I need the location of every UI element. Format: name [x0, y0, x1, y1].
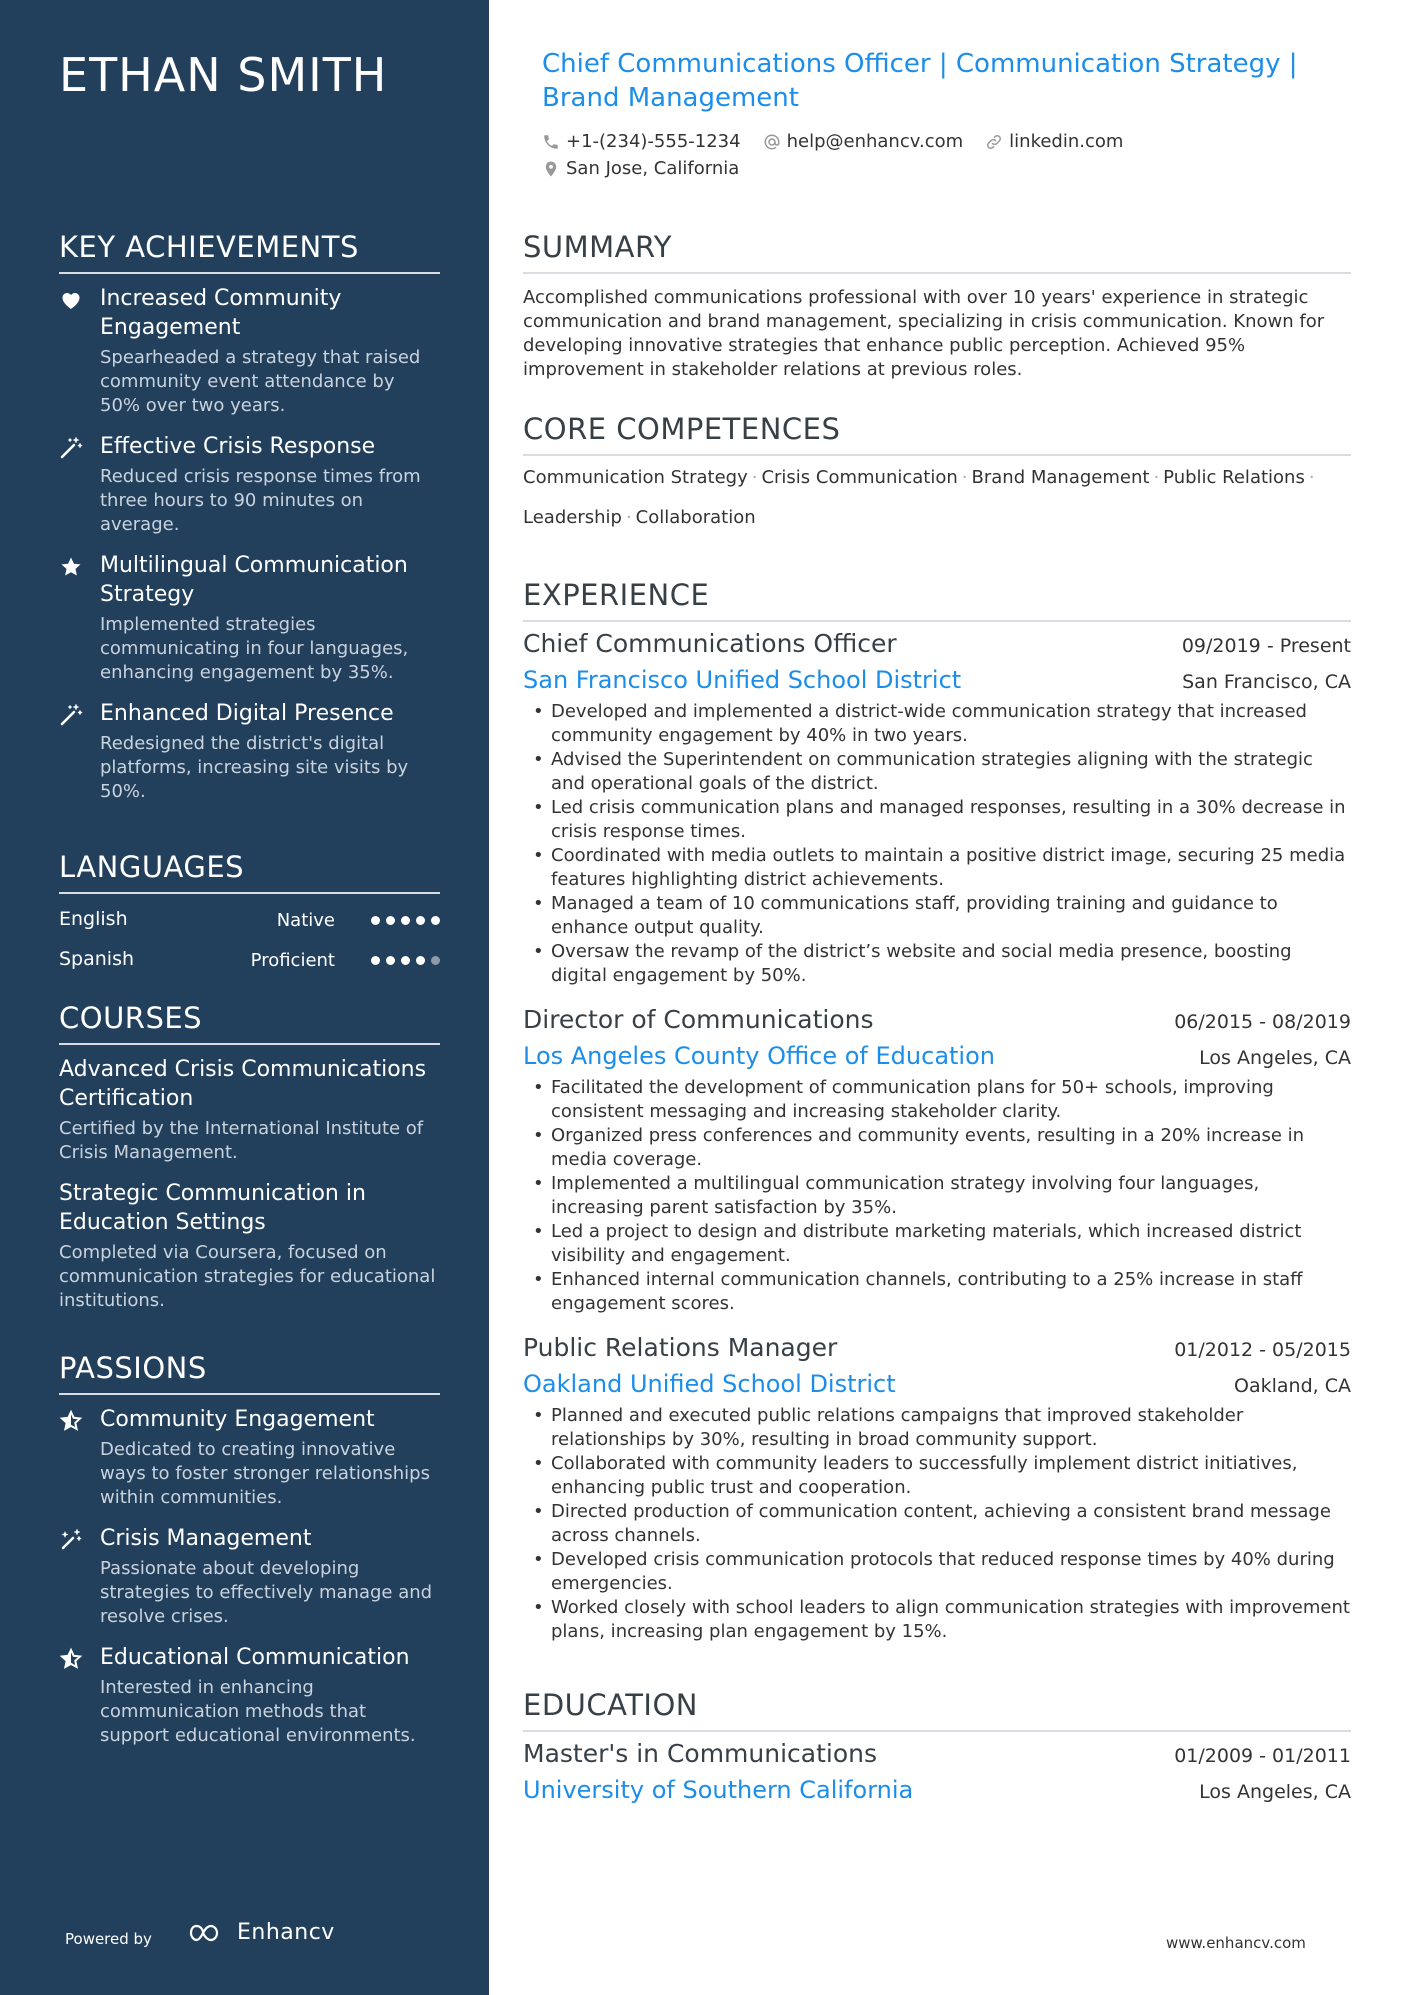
job-location: Oakland, CA: [1234, 1375, 1351, 1397]
separator: ·: [1308, 467, 1315, 488]
achievement-title: Effective Crisis Response: [100, 434, 376, 459]
job-entry: [523, 1330, 1351, 1644]
star-icon: [59, 555, 83, 579]
star-outline-icon: [59, 1409, 83, 1433]
phone-text: +1-(234)-555-1234: [566, 131, 741, 152]
passion-item: [59, 1405, 440, 1510]
bullet-item: • Led crisis communication plans and managed responses, resulting in a 30% decrease in crisis response times.: [523, 796, 1351, 844]
language-rating: [371, 956, 440, 965]
location-text: San Jose, California: [566, 158, 740, 179]
sidebar: [0, 0, 489, 1995]
rating-dot: [416, 916, 425, 925]
achievement-title: Multilingual Communication Strategy: [100, 553, 408, 607]
education-location: Los Angeles, CA: [1199, 1781, 1351, 1803]
language-row: [59, 904, 440, 944]
passion-desc: Passionate about developing strategies to effectively manage and resolve crises.: [100, 1558, 433, 1627]
linkedin-text: linkedin.com: [1009, 131, 1124, 152]
contact-email[interactable]: [763, 131, 964, 152]
bullet-item: • Directed production of communication content, achieving a consistent brand message across channels.: [523, 1500, 1351, 1548]
competence-item: Public Relations: [1163, 467, 1305, 488]
achievement-item: [59, 432, 440, 537]
experience-section: [523, 578, 1351, 1658]
achievement-item: [59, 699, 440, 804]
bullet-item: • Managed a team of 10 communications staff, providing training and guidance to enhance output quality.: [523, 892, 1351, 940]
bullet-item: • Organized press conferences and community events, resulting in a 20% increase in media coverage.: [523, 1124, 1351, 1172]
job-company: Los Angeles County Office of Education: [523, 1042, 995, 1070]
achievement-title: Enhanced Digital Presence: [100, 701, 394, 726]
job-bullets: [523, 1404, 1351, 1644]
languages-heading: LANGUAGES: [59, 850, 440, 894]
competences-heading: CORE COMPETENCES: [523, 412, 1351, 456]
course-desc: Certified by the International Institute of Crisis Management.: [59, 1118, 424, 1163]
job-company: Oakland Unified School District: [523, 1370, 896, 1398]
key-achievements-heading: KEY ACHIEVEMENTS: [59, 230, 440, 274]
job-bullets: [523, 700, 1351, 988]
course-desc: Completed via Coursera, focused on communication strategies for educational institutions.: [59, 1242, 436, 1311]
competence-item: Collaboration: [635, 507, 756, 528]
rating-dot: [371, 916, 380, 925]
separator: ·: [961, 467, 968, 488]
summary-heading: SUMMARY: [523, 230, 1351, 274]
summary-text: Accomplished communications professional with over 10 years' experience in strategic communication and brand management, specializing in crisis communication. Known for developing innovative strategies that enhance public perception. Achieved 95% improvement in stakeholder relations at previous roles.: [523, 287, 1325, 380]
key-achievements-section: [59, 230, 440, 818]
bullet-item: • Implemented a multilingual communication strategy involving four languages, increasing parent satisfaction by 35%.: [523, 1172, 1351, 1220]
contact-location: [542, 158, 739, 179]
job-entry: [523, 1002, 1351, 1316]
achievement-desc: Reduced crisis response times from three hours to 90 minutes on average.: [100, 466, 421, 535]
rating-dot: [431, 956, 440, 965]
languages-section: [59, 850, 440, 984]
language-level: Proficient: [250, 950, 335, 971]
job-location: San Francisco, CA: [1182, 671, 1351, 693]
bullet-item: • Collaborated with community leaders to successfully implement district initiatives, enhancing public trust and cooperation.: [523, 1452, 1351, 1500]
magic-wand-icon: [59, 703, 83, 727]
rating-dot: [401, 956, 410, 965]
competence-item: Communication Strategy: [523, 467, 748, 488]
at-icon: [763, 133, 781, 151]
contact-row-location: [542, 158, 1342, 179]
passions-section: [59, 1351, 440, 1762]
bullet-item: • Coordinated with media outlets to maintain a positive district image, securing 25 media features highlighting district achievements.: [523, 844, 1351, 892]
job-title: Director of Communications: [523, 1005, 874, 1034]
job-bullets: [523, 1076, 1351, 1316]
achievement-desc: Implemented strategies communicating in four languages, enhancing engagement by 35%.: [100, 614, 409, 683]
contact-linkedin[interactable]: [985, 131, 1123, 152]
experience-heading: EXPERIENCE: [523, 578, 1351, 622]
job-dates: 09/2019 - Present: [1181, 635, 1351, 657]
rating-dot: [386, 956, 395, 965]
job-dates: 01/2012 - 05/2015: [1174, 1339, 1351, 1361]
rating-dot: [386, 916, 395, 925]
bullet-item: • Oversaw the revamp of the district’s website and social media presence, boosting digital engagement by 50%.: [523, 940, 1351, 988]
course-title: Advanced Crisis Communications Certification: [59, 1057, 427, 1111]
rating-dot: [401, 916, 410, 925]
language-level: Native: [276, 910, 335, 931]
achievement-item: [59, 551, 440, 685]
enhancv-logo[interactable]: [183, 1920, 335, 1945]
courses-section: [59, 1001, 440, 1327]
bullet-item: • Facilitated the development of communication plans for 50+ schools, improving consistent messaging and increasing stakeholder clarity.: [523, 1076, 1351, 1124]
bullet-item: • Developed and implemented a district-wide communication strategy that increased community engagement by 40% in two years.: [523, 700, 1351, 748]
contact-row: [542, 131, 1342, 152]
achievement-desc: Spearheaded a strategy that raised community event attendance by 50% over two years.: [100, 347, 421, 416]
location-pin-icon: [542, 160, 560, 178]
school-name: University of Southern California: [523, 1776, 914, 1804]
candidate-name: ETHAN SMITH: [59, 48, 388, 102]
education-heading: EDUCATION: [523, 1688, 1351, 1732]
passion-title: Educational Communication: [100, 1645, 410, 1670]
competence-item: Leadership: [523, 507, 622, 528]
course-item: [59, 1179, 440, 1313]
degree: Master's in Communications: [523, 1739, 878, 1768]
contact-phone[interactable]: [542, 131, 741, 152]
language-name: English: [59, 908, 128, 930]
achievement-desc: Redesigned the district's digital platforms, increasing site visits by 50%.: [100, 733, 409, 802]
education-entry: [523, 1736, 1351, 1808]
job-location: Los Angeles, CA: [1199, 1047, 1351, 1069]
language-row: [59, 944, 440, 984]
rating-dot: [431, 916, 440, 925]
job-title: Chief Communications Officer: [523, 629, 897, 658]
phone-icon: [542, 133, 560, 151]
passion-desc: Dedicated to creating innovative ways to foster stronger relationships within communities.: [100, 1439, 430, 1508]
achievement-item: [59, 284, 440, 418]
job-company: San Francisco Unified School District: [523, 666, 962, 694]
enhancv-brand: Enhancv: [237, 1920, 335, 1945]
summary-section: [523, 230, 1351, 382]
headline: Chief Communications Officer | Communication Strategy | Brand Management: [542, 49, 1298, 113]
email-text: help@enhancv.com: [786, 131, 964, 152]
passion-desc: Interested in enhancing communication methods that support educational environments.: [100, 1677, 416, 1746]
bullet-item: • Enhanced internal communication channels, contributing to a 25% increase in staff engagement scores.: [523, 1268, 1351, 1316]
competence-item: Crisis Communication: [761, 467, 958, 488]
competence-item: Brand Management: [971, 467, 1150, 488]
education-dates: 01/2009 - 01/2011: [1174, 1745, 1351, 1767]
heart-icon: [59, 288, 83, 312]
achievement-title: Increased Community Engagement: [100, 286, 342, 340]
competence-list: [523, 458, 1351, 538]
bullet-item: • Developed crisis communication protocols that reduced response times by 40% during emergencies.: [523, 1548, 1351, 1596]
rating-dot: [416, 956, 425, 965]
job-dates: 06/2015 - 08/2019: [1174, 1011, 1351, 1033]
competences-section: [523, 412, 1351, 538]
passions-heading: PASSIONS: [59, 1351, 440, 1395]
separator: ·: [751, 467, 758, 488]
separator: ·: [1153, 467, 1160, 488]
education-section: [523, 1688, 1351, 1822]
course-item: [59, 1055, 440, 1165]
passion-title: Community Engagement: [100, 1407, 375, 1432]
course-title: Strategic Communication in Education Settings: [59, 1181, 366, 1235]
language-rating: [371, 916, 440, 925]
bullet-item: • Advised the Superintendent on communication strategies aligning with the strategic and operational goals of the district.: [523, 748, 1351, 796]
powered-by-label: Powered by: [65, 1930, 152, 1948]
job-entry: [523, 626, 1351, 988]
passion-item: [59, 1524, 440, 1629]
magic-wand-icon: [59, 436, 83, 460]
rating-dot: [371, 956, 380, 965]
star-outline-icon: [59, 1647, 83, 1671]
enhancv-logo-icon: [183, 1921, 229, 1945]
bullet-item: • Planned and executed public relations campaigns that improved stakeholder relationships by 30%, resulting in broad community support.: [523, 1404, 1351, 1452]
bullet-item: • Led a project to design and distribute marketing materials, which increased district visibility and engagement.: [523, 1220, 1351, 1268]
language-name: Spanish: [59, 948, 135, 970]
job-title: Public Relations Manager: [523, 1333, 838, 1362]
footer-url[interactable]: www.enhancv.com: [1166, 1934, 1306, 1952]
separator: ·: [625, 507, 632, 528]
magic-sparkle-icon: [59, 1528, 83, 1552]
courses-heading: COURSES: [59, 1001, 440, 1045]
passion-title: Crisis Management: [100, 1526, 312, 1551]
link-icon: [985, 133, 1003, 151]
bullet-item: • Worked closely with school leaders to align communication strategies with improvement plans, increasing plan engagement by 15%.: [523, 1596, 1351, 1644]
passion-item: [59, 1643, 440, 1748]
